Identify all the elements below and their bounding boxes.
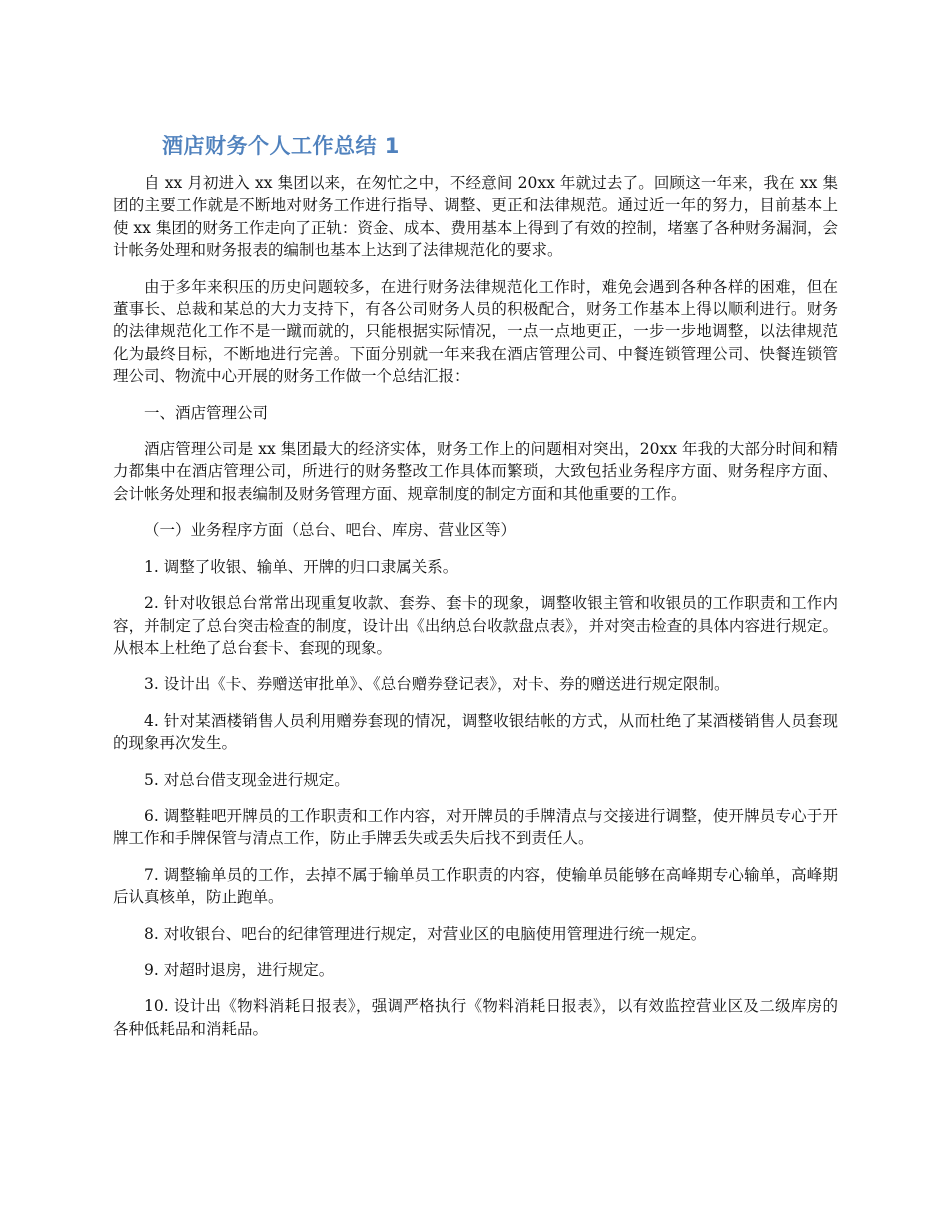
list-item: 9. 对超时退房，进行规定。 [144,960,335,979]
list-item: 8. 对收银台、吧台的纪律管理进行规定，对营业区的电脑使用管理进行统一规定。 [144,924,707,943]
list-item: 10. 设计出《物料消耗日报表》，强调严格执行《物料消耗日报表》，以有效监控营业区及二级库房的各种低耗品和消耗品。 [113,997,838,1038]
list-item: 7. 调整输单员的工作，去掉不属于输单员工作职责的内容，使输单员能够在高峰期专心输单，高峰期后认真核单，防止跑单。 [113,865,838,907]
paragraph: 酒店管理公司是 xx 集团最大的经济实体，财务工作上的问题相对突出，20xx 年我的大部分时间和精力都集中在酒店管理公司，所进行的财务整改工作具体而繁琐，大致包括业务程序方面、财务程序方面、会计帐务处理和报表编制及财务管理方面、规章制度的制定方面和其他重要的工作。 [113,440,838,503]
document-body [113,172,838,1054]
list-item: 4. 针对某酒楼销售人员利用赠券套现的情况，调整收银结帐的方式，从而杜绝了某酒楼销售人员套现的现象再次发生。 [113,711,838,753]
paragraph: 由于多年来积压的历史问题较多，在进行财务法律规范化工作时，难免会遇到各种各样的困难，但在董事长、总裁和某总的大力支持下，有各公司财务人员的积极配合，财务工作基本上得以顺利进行。财务的法律规范化工作不是一蹴而就的，只能根据实际情况，一点一点地更正，一步一步地调整，以法律规范化为最终目标，不断地进行完善。下面分别就一年来我在酒店管理公司、中餐连锁管理公司、快餐连锁管理公司、物流中心开展的财务工作做一个总结汇报： [113,277,838,386]
document-title: 酒店财务个人工作总结 1 [162,134,400,158]
paragraph: 自 xx 月初进入 xx 集团以来，在匆忙之中，不经意间 20xx 年就过去了。回顾这一年来，我在 xx 集团的主要工作就是不断地对财务工作进行指导、调整、更正和法律规范。通过近一年的努力，目前基本上使 xx 集团的财务工作走向了正轨：资金、成本、费用基本上得到了有效的控制，堵塞了各种财务漏洞，会计帐务处理和财务报表的编制也基本上达到了法律规范化的要求。 [113,174,838,260]
list-item: 3. 设计出《卡、券赠送审批单》、《总台赠券登记表》，对卡、券的赠送进行规定限制。 [144,675,730,694]
list-item: 1. 调整了收银、输单、开牌的归口隶属关系。 [144,557,459,576]
subsection-heading: （一）业务程序方面（总台、吧台、库房、营业区等） [144,521,517,540]
list-item: 6. 调整鞋吧开牌员的工作职责和工作内容，对开牌员的手牌清点与交接进行调整，使开牌员专心于开牌工作和手牌保管与清点工作，防止手牌丢失或丢失后找不到责任人。 [113,806,838,848]
list-item: 5. 对总台借支现金进行规定。 [144,770,350,789]
list-item: 2. 针对收银总台常常出现重复收款、套券、套卡的现象，调整收银主管和收银员的工作职责和工作内容，并制定了总台突击检查的制度，设计出《出纳总台收款盘点表》，并对突击检查的具体内容进行规定。从根本上杜绝了总台套卡、套现的现象。 [113,594,838,657]
section-heading: 一、酒店管理公司 [144,403,269,422]
